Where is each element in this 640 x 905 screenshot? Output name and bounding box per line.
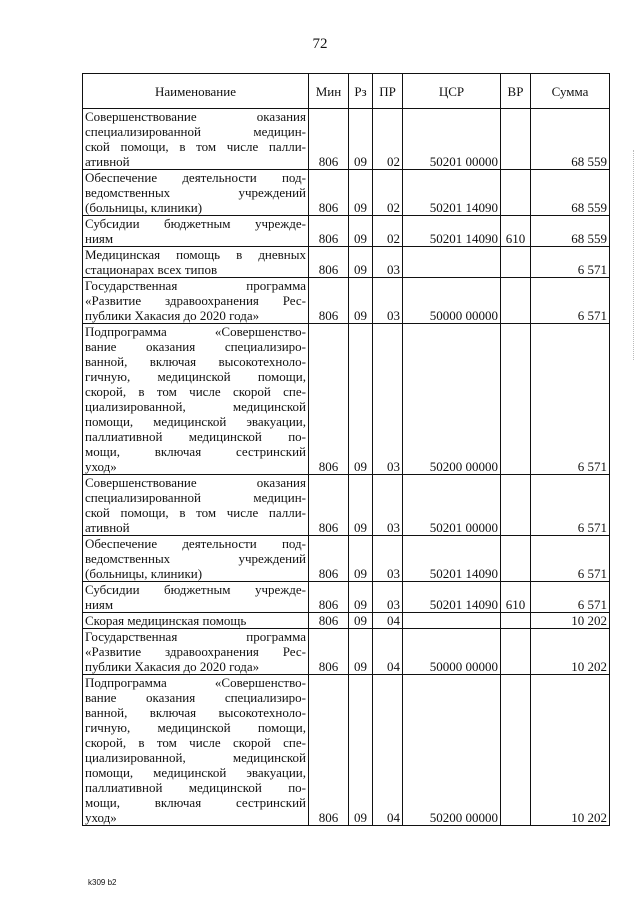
table-row [83, 582, 610, 613]
row-name-line: паллиативной медицинской по- [85, 429, 306, 444]
row-min: 806 [309, 247, 349, 278]
row-vr [501, 109, 531, 170]
header-vr: ВР [501, 74, 531, 109]
row-name-line: Субсидии бюджетным учрежде- [85, 216, 306, 231]
row-name-line: (больницы, клиники) [85, 200, 203, 215]
row-csr: 50201 00000 [403, 109, 501, 170]
row-vr [501, 475, 531, 536]
row-name-line: ниям [85, 231, 114, 246]
row-vr [501, 613, 531, 629]
row-pr: 02 [373, 216, 403, 247]
row-name-line: циализированной, медицинской [85, 399, 306, 414]
row-pr: 04 [373, 675, 403, 826]
row-csr [403, 613, 501, 629]
budget-table [82, 73, 610, 826]
row-name-line: ской помощи, в том числе палли- [85, 505, 306, 520]
row-name [83, 216, 309, 247]
row-csr: 50201 14090 [403, 170, 501, 216]
row-rz: 09 [349, 216, 373, 247]
row-sum: 6 571 [531, 582, 610, 613]
row-name-line: специализированной медицин- [85, 124, 306, 139]
row-name-line: помощи, медицинской эвакуации, [85, 765, 306, 780]
row-min: 806 [309, 109, 349, 170]
row-name-line: гичную, медицинской помощи, [85, 720, 306, 735]
row-name-line: Субсидии бюджетным учрежде- [85, 582, 306, 597]
row-rz: 09 [349, 324, 373, 475]
row-name-line: мощи, включая сестринский [85, 444, 306, 459]
row-name-line: скорой, в том числе скорой спе- [85, 384, 306, 399]
row-vr: 610 [501, 216, 531, 247]
row-sum: 10 202 [531, 613, 610, 629]
row-pr: 03 [373, 324, 403, 475]
table-row [83, 475, 610, 536]
row-name-line: циализированной, медицинской [85, 750, 306, 765]
row-name-line: ведомственных учреждений [85, 185, 306, 200]
row-rz: 09 [349, 536, 373, 582]
row-pr: 03 [373, 475, 403, 536]
row-name-line: гичную, медицинской помощи, [85, 369, 306, 384]
row-name-line: Совершенствование оказания [85, 109, 306, 124]
table-row [83, 109, 610, 170]
row-sum: 6 571 [531, 536, 610, 582]
row-sum: 6 571 [531, 278, 610, 324]
row-min: 806 [309, 629, 349, 675]
row-sum: 6 571 [531, 324, 610, 475]
row-name [83, 613, 309, 629]
row-name [83, 247, 309, 278]
row-sum: 68 559 [531, 216, 610, 247]
row-name-line: публики Хакасия до 2020 года» [85, 308, 260, 323]
table-body [83, 109, 610, 826]
header-sum: Сумма [531, 74, 610, 109]
row-rz: 09 [349, 582, 373, 613]
row-vr [501, 675, 531, 826]
row-name-line: уход» [85, 810, 117, 825]
row-csr: 50201 00000 [403, 475, 501, 536]
row-name-line: скорой, в том числе скорой спе- [85, 735, 306, 750]
scan-edge-mark [632, 150, 634, 360]
row-pr: 02 [373, 109, 403, 170]
table-row [83, 613, 610, 629]
row-pr: 04 [373, 629, 403, 675]
row-sum: 68 559 [531, 170, 610, 216]
row-min: 806 [309, 613, 349, 629]
row-csr: 50201 14090 [403, 582, 501, 613]
row-csr: 50201 14090 [403, 216, 501, 247]
table-row [83, 216, 610, 247]
table-row [83, 170, 610, 216]
row-name-line: ниям [85, 597, 114, 612]
row-name-line: ванной, включая высокотехноло- [85, 705, 306, 720]
row-name-line: вание оказания специализиро- [85, 339, 306, 354]
row-min: 806 [309, 675, 349, 826]
row-name-line: Обеспечение деятельности под- [85, 170, 306, 185]
table-row [83, 324, 610, 475]
row-rz: 09 [349, 109, 373, 170]
row-vr: 610 [501, 582, 531, 613]
row-name-line: публики Хакасия до 2020 года» [85, 659, 260, 674]
row-name [83, 170, 309, 216]
row-vr [501, 324, 531, 475]
row-rz: 09 [349, 475, 373, 536]
row-vr [501, 247, 531, 278]
row-sum: 6 571 [531, 247, 610, 278]
row-name-line: специализированной медицин- [85, 490, 306, 505]
row-csr: 50000 00000 [403, 629, 501, 675]
row-csr: 50201 14090 [403, 536, 501, 582]
row-sum: 10 202 [531, 675, 610, 826]
row-rz: 09 [349, 675, 373, 826]
row-name-line: Подпрограмма «Совершенство- [85, 675, 306, 690]
row-name-line: (больницы, клиники) [85, 566, 203, 581]
row-vr [501, 629, 531, 675]
row-csr: 50200 00000 [403, 675, 501, 826]
row-name-line: помощи, медицинской эвакуации, [85, 414, 306, 429]
row-name-line: Обеспечение деятельности под- [85, 536, 306, 551]
row-min: 806 [309, 170, 349, 216]
row-name-line: «Развитие здравоохранения Рес- [85, 644, 306, 659]
row-name-line: ванной, включая высокотехноло- [85, 354, 306, 369]
row-name-line: ативной [85, 154, 130, 169]
row-min: 806 [309, 536, 349, 582]
header-name: Наименование [83, 74, 309, 109]
row-pr: 04 [373, 613, 403, 629]
row-name-line: «Развитие здравоохранения Рес- [85, 293, 306, 308]
row-min: 806 [309, 216, 349, 247]
row-name-line: вание оказания специализиро- [85, 690, 306, 705]
table-header-row [83, 74, 610, 109]
row-min: 806 [309, 582, 349, 613]
row-name-line: мощи, включая сестринский [85, 795, 306, 810]
row-name [83, 629, 309, 675]
row-sum: 10 202 [531, 629, 610, 675]
row-name [83, 278, 309, 324]
row-name-line: Подпрограмма «Совершенство- [85, 324, 306, 339]
row-name [83, 536, 309, 582]
row-name-line: Государственная программа [85, 278, 306, 293]
row-name-line: уход» [85, 459, 117, 474]
row-name-line: ской помощи, в том числе палли- [85, 139, 306, 154]
row-rz: 09 [349, 629, 373, 675]
header-pr: ПР [373, 74, 403, 109]
row-rz: 09 [349, 170, 373, 216]
row-pr: 03 [373, 247, 403, 278]
row-pr: 02 [373, 170, 403, 216]
row-sum: 6 571 [531, 475, 610, 536]
row-name [83, 582, 309, 613]
row-csr: 50000 00000 [403, 278, 501, 324]
table-row [83, 536, 610, 582]
row-name-line: стационарах всех типов [85, 262, 218, 277]
row-pr: 03 [373, 536, 403, 582]
row-csr [403, 247, 501, 278]
row-sum: 68 559 [531, 109, 610, 170]
row-name-line: ативной [85, 520, 130, 535]
row-rz: 09 [349, 613, 373, 629]
table-row [83, 629, 610, 675]
row-min: 806 [309, 324, 349, 475]
row-pr: 03 [373, 582, 403, 613]
page-number: 72 [312, 36, 328, 52]
row-pr: 03 [373, 278, 403, 324]
row-vr [501, 278, 531, 324]
row-name-line: паллиативной медицинской по- [85, 780, 306, 795]
row-min: 806 [309, 278, 349, 324]
table-row [83, 675, 610, 826]
row-vr [501, 536, 531, 582]
row-csr: 50200 00000 [403, 324, 501, 475]
table-row [83, 278, 610, 324]
row-name [83, 324, 309, 475]
header-rz: Рз [349, 74, 373, 109]
row-name [83, 109, 309, 170]
row-name [83, 475, 309, 536]
row-name-line: Скорая медицинская помощь [85, 613, 247, 628]
row-vr [501, 170, 531, 216]
header-min: Мин [309, 74, 349, 109]
row-min: 806 [309, 475, 349, 536]
row-name-line: ведомственных учреждений [85, 551, 306, 566]
footer-code: k309 b2 [88, 878, 117, 887]
table-row [83, 247, 610, 278]
header-csr: ЦСР [403, 74, 501, 109]
row-name [83, 675, 309, 826]
row-name-line: Медицинская помощь в дневных [85, 247, 306, 262]
row-name-line: Совершенствование оказания [85, 475, 306, 490]
row-rz: 09 [349, 278, 373, 324]
row-name-line: Государственная программа [85, 629, 306, 644]
row-rz: 09 [349, 247, 373, 278]
